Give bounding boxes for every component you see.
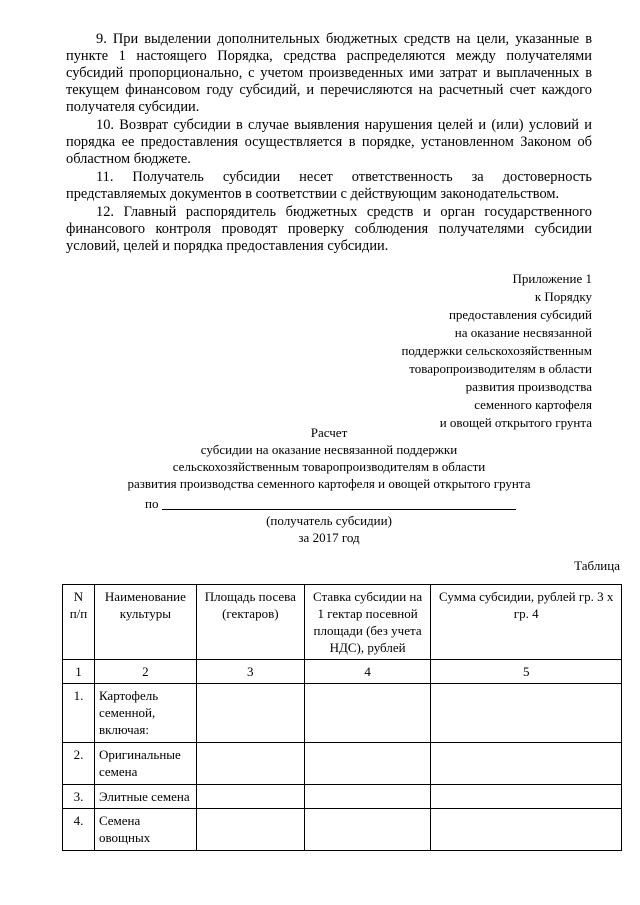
header-cell-sum: Сумма субсидии, рублей гр. 3 х гр. 4 xyxy=(431,585,622,660)
column-number: 3 xyxy=(196,660,304,684)
row-crop-name: Картофель семенной, включая: xyxy=(94,684,196,743)
appendix-line: семенного картофеля xyxy=(474,397,592,412)
recipient-fill-line xyxy=(162,509,516,510)
row-area-cell[interactable] xyxy=(196,809,304,851)
row-number: 2. xyxy=(63,743,95,785)
paragraph-9: 9. При выделении дополнительных бюджетных средств на цели, указанные в пункте 1 настоящего Порядка, средства распределяются между получателями субсидий пропорционально, с учетом произведенных ими затрат и выплаченных в текущем финансовом году субсидий, и перечисляются на расчетный счет каждого получателя субсидии. xyxy=(66,31,592,115)
heading-line: развития производства семенного картофеля и овощей открытого грунта xyxy=(127,476,531,491)
column-number: 2 xyxy=(94,660,196,684)
row-rate-cell[interactable] xyxy=(304,684,431,743)
row-rate-cell[interactable] xyxy=(304,809,431,851)
table-row xyxy=(63,684,622,743)
appendix-line: на оказание несвязанной xyxy=(454,325,592,340)
subsidy-table xyxy=(62,584,622,851)
row-area-cell[interactable] xyxy=(196,684,304,743)
table-label: Таблица xyxy=(574,558,620,573)
row-sum-cell[interactable] xyxy=(431,684,622,743)
row-sum-cell[interactable] xyxy=(431,809,622,851)
calculation-heading xyxy=(66,424,592,492)
row-sum-cell[interactable] xyxy=(431,785,622,809)
table-row xyxy=(63,743,622,785)
header-cell-number: N п/п xyxy=(63,585,95,660)
appendix-line: товаропроизводителям в области xyxy=(409,361,592,376)
appendix-line: и овощей открытого грунта xyxy=(439,415,592,430)
table-row xyxy=(63,809,622,851)
recipient-prefix: по xyxy=(145,496,159,511)
row-number: 4. xyxy=(63,809,95,851)
row-rate-cell[interactable] xyxy=(304,743,431,785)
header-cell-area: Площадь посева (гектаров) xyxy=(196,585,304,660)
heading-line: Расчет xyxy=(310,425,348,440)
row-number: 1. xyxy=(63,684,95,743)
appendix-line: предоставления субсидий xyxy=(448,307,592,322)
column-number: 5 xyxy=(431,660,622,684)
row-area-cell[interactable] xyxy=(196,785,304,809)
row-area-cell[interactable] xyxy=(196,743,304,785)
row-number: 3. xyxy=(63,785,95,809)
appendix-reference xyxy=(332,270,592,432)
column-number-row xyxy=(63,660,622,684)
row-rate-cell[interactable] xyxy=(304,785,431,809)
column-number: 4 xyxy=(304,660,431,684)
row-sum-cell[interactable] xyxy=(431,743,622,785)
recipient-caption: (получатель субсидии) xyxy=(266,513,392,528)
row-crop-name: Оригинальные семена xyxy=(94,743,196,785)
row-crop-name: Элитные семена xyxy=(94,785,196,809)
appendix-line: поддержки сельскохозяйственным xyxy=(401,343,592,358)
table-row xyxy=(63,785,622,809)
year-caption: за 2017 год xyxy=(298,530,360,545)
paragraph-12: 12. Главный распорядитель бюджетных средств и орган государственного финансового контроля проводят проверку соблюдения получателями субсидии условий, целей и порядка предоставления субсидии. xyxy=(66,204,592,254)
paragraph-10: 10. Возврат субсидии в случае выявления нарушения целей и (или) условий и порядка ее предоставления осуществляется в порядке, установленном Законом об областном бюджете. xyxy=(66,117,592,167)
heading-line: сельскохозяйственным товаропроизводителям в области xyxy=(172,459,486,474)
header-cell-crop: Наименование культуры xyxy=(94,585,196,660)
row-crop-name: Семена овощных xyxy=(94,809,196,851)
table-header-row xyxy=(63,585,622,660)
appendix-line: Приложение 1 xyxy=(512,271,592,286)
appendix-line: к Порядку xyxy=(534,289,592,304)
header-cell-rate: Ставка субсидии на 1 гектар посевной площади (без учета НДС), рублей xyxy=(304,585,431,660)
column-number: 1 xyxy=(63,660,95,684)
heading-line: субсидии на оказание несвязанной поддержки xyxy=(200,442,458,457)
appendix-line: развития производства xyxy=(465,379,592,394)
paragraph-11: 11. Получатель субсидии несет ответственность за достоверность представляемых документов в соответствии с действующим законодательством. xyxy=(66,169,592,202)
